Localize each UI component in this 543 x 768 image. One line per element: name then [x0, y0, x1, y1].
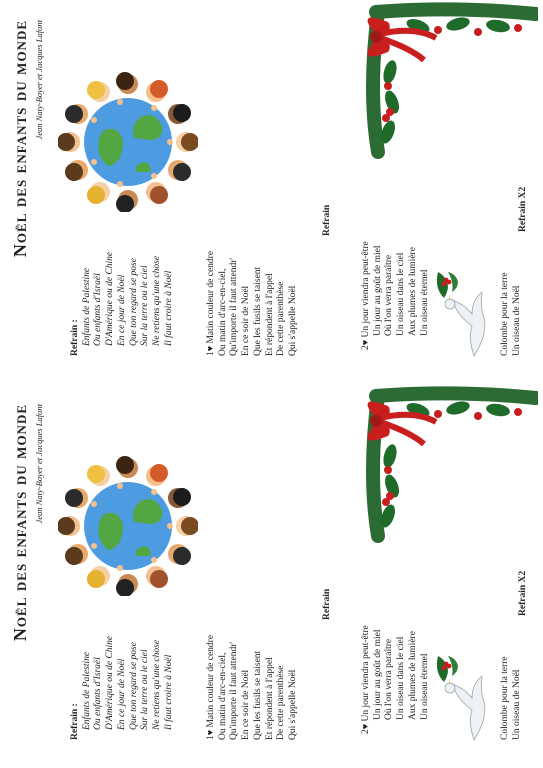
verse-2: [360, 241, 431, 350]
refrain-block: [70, 636, 175, 740]
verse-line: Un oiseau de Noël: [511, 669, 522, 740]
verse-line: Colombe pour la terre: [500, 656, 510, 740]
heart-icon: ♥: [360, 339, 370, 346]
refrain-line: Ou enfants d'Israël: [93, 657, 104, 730]
refrain-line: Ne retiens qu'une chose: [151, 255, 162, 346]
verse-line: En ce soir de Noël: [241, 669, 252, 740]
verse-line: Matin couleur de cendre: [206, 634, 216, 728]
heart-icon: ♥: [205, 345, 215, 352]
refrain-line: Ne retiens qu'une chose: [151, 639, 162, 730]
refrain-x2-label: Refrain X2: [518, 570, 528, 616]
refrain-x2-label: Refrain X2: [518, 186, 528, 232]
refrain-line: Sur la terre ou le ciel: [140, 265, 151, 346]
refrain-line: Il faut croire à Noël: [163, 270, 174, 346]
refrain-line: En ce jour de Noël: [116, 658, 127, 730]
refrain-block: [70, 252, 175, 356]
song-sheet-bottom: [0, 384, 543, 768]
refrain-heading: Refrain :: [70, 319, 80, 356]
verse-line: Un jour au goût de miel: [372, 245, 383, 336]
verse-line: Un oiseau dans le ciel: [396, 252, 407, 336]
globe: [84, 98, 172, 186]
verse-line: Un jour viendra peut-être: [361, 241, 371, 338]
verse-number: 1: [206, 735, 216, 740]
verse-line: Colombe pour la terre: [500, 272, 510, 356]
refrain-line: Que ton regard se pose: [128, 258, 139, 346]
verse-line: Où l'on verra paraître: [384, 638, 395, 720]
refrain-label: Refrain: [322, 588, 332, 620]
verse-line: Qui s'appelle Noël: [287, 669, 298, 740]
verse-2-ending: [500, 656, 523, 740]
verse-line: Et répondent à l'appel: [264, 273, 275, 356]
verse-line: Un oiseau de Noël: [511, 285, 522, 356]
refrain-line: Que ton regard se pose: [128, 642, 139, 730]
verse-line: Un oiseau éternel: [419, 653, 430, 720]
verse-line: Un oiseau dans le ciel: [396, 636, 407, 720]
globe-with-children-icon: [58, 456, 198, 596]
song-authors: Jean Naty-Boyer et Jacques Lafont: [34, 404, 44, 524]
verse-number: 2: [361, 345, 371, 350]
verse-line: Aux plumes de lumière: [407, 631, 418, 720]
verse-line: De cette parenthèse: [276, 281, 287, 356]
verse-2: [360, 625, 431, 734]
verse-1: [205, 251, 300, 356]
song-title: Noël des enfants du monde: [10, 20, 30, 258]
verse-1: [205, 635, 300, 740]
dove-with-holly-icon: [430, 648, 490, 748]
dove-with-holly-icon: [430, 264, 490, 364]
refrain-line: Il faut croire à Noël: [163, 654, 174, 730]
refrain-line: D'Amérique ou de Chine: [105, 251, 116, 346]
refrain-line: Enfants de Palestine: [81, 651, 92, 730]
verse-line: Que les fusils se taisent: [252, 650, 263, 740]
verse-line: En ce soir de Noël: [241, 285, 252, 356]
refrain-line: Enfants de Palestine: [81, 267, 92, 346]
christmas-holly-bow-icon: [358, 2, 538, 162]
verse-line: Et répondent à l'appel: [264, 657, 275, 740]
refrain-line: Sur la terre ou le ciel: [140, 649, 151, 730]
verse-line: Aux plumes de lumière: [407, 247, 418, 336]
refrain-label: Refrain: [322, 204, 332, 236]
sheet-content: [0, 384, 543, 768]
verse-line: Un jour viendra peut-être: [361, 625, 371, 722]
verse-line: De cette parenthèse: [276, 665, 287, 740]
verse-line: Qu'importe il faut attendr': [229, 641, 240, 740]
christmas-holly-bow-icon: [358, 386, 538, 546]
verse-line: Que les fusils se taisent: [252, 266, 263, 356]
verse-line: Où l'on verra paraître: [384, 254, 395, 336]
refrain-line: En ce jour de Noël: [116, 274, 127, 346]
globe: [84, 482, 172, 570]
verse-line: Qui s'appelle Noël: [287, 285, 298, 356]
globe-with-children-icon: [58, 72, 198, 212]
verse-line: Ou matin d'arc-en-ciel,: [217, 268, 228, 356]
song-authors: Jean Naty-Boyer et Jacques Lafont: [34, 20, 44, 140]
refrain-line: Ou enfants d'Israël: [93, 273, 104, 346]
song-title: Noël des enfants du monde: [10, 404, 30, 642]
verse-line: Ou matin d'arc-en-ciel,: [217, 652, 228, 740]
verse-line: Qu'importe il faut attendr': [229, 257, 240, 356]
heart-icon: ♥: [360, 723, 370, 730]
verse-line: Un oiseau éternel: [419, 269, 430, 336]
refrain-heading: Refrain :: [70, 703, 80, 740]
refrain-line: D'Amérique ou de Chine: [105, 635, 116, 730]
verse-number: 1: [206, 351, 216, 356]
verse-2-ending: [500, 272, 523, 356]
heart-icon: ♥: [205, 729, 215, 736]
verse-line: Un jour au goût de miel: [372, 629, 383, 720]
verse-number: 2: [361, 729, 371, 734]
verse-line: Matin couleur de cendre: [206, 250, 216, 344]
